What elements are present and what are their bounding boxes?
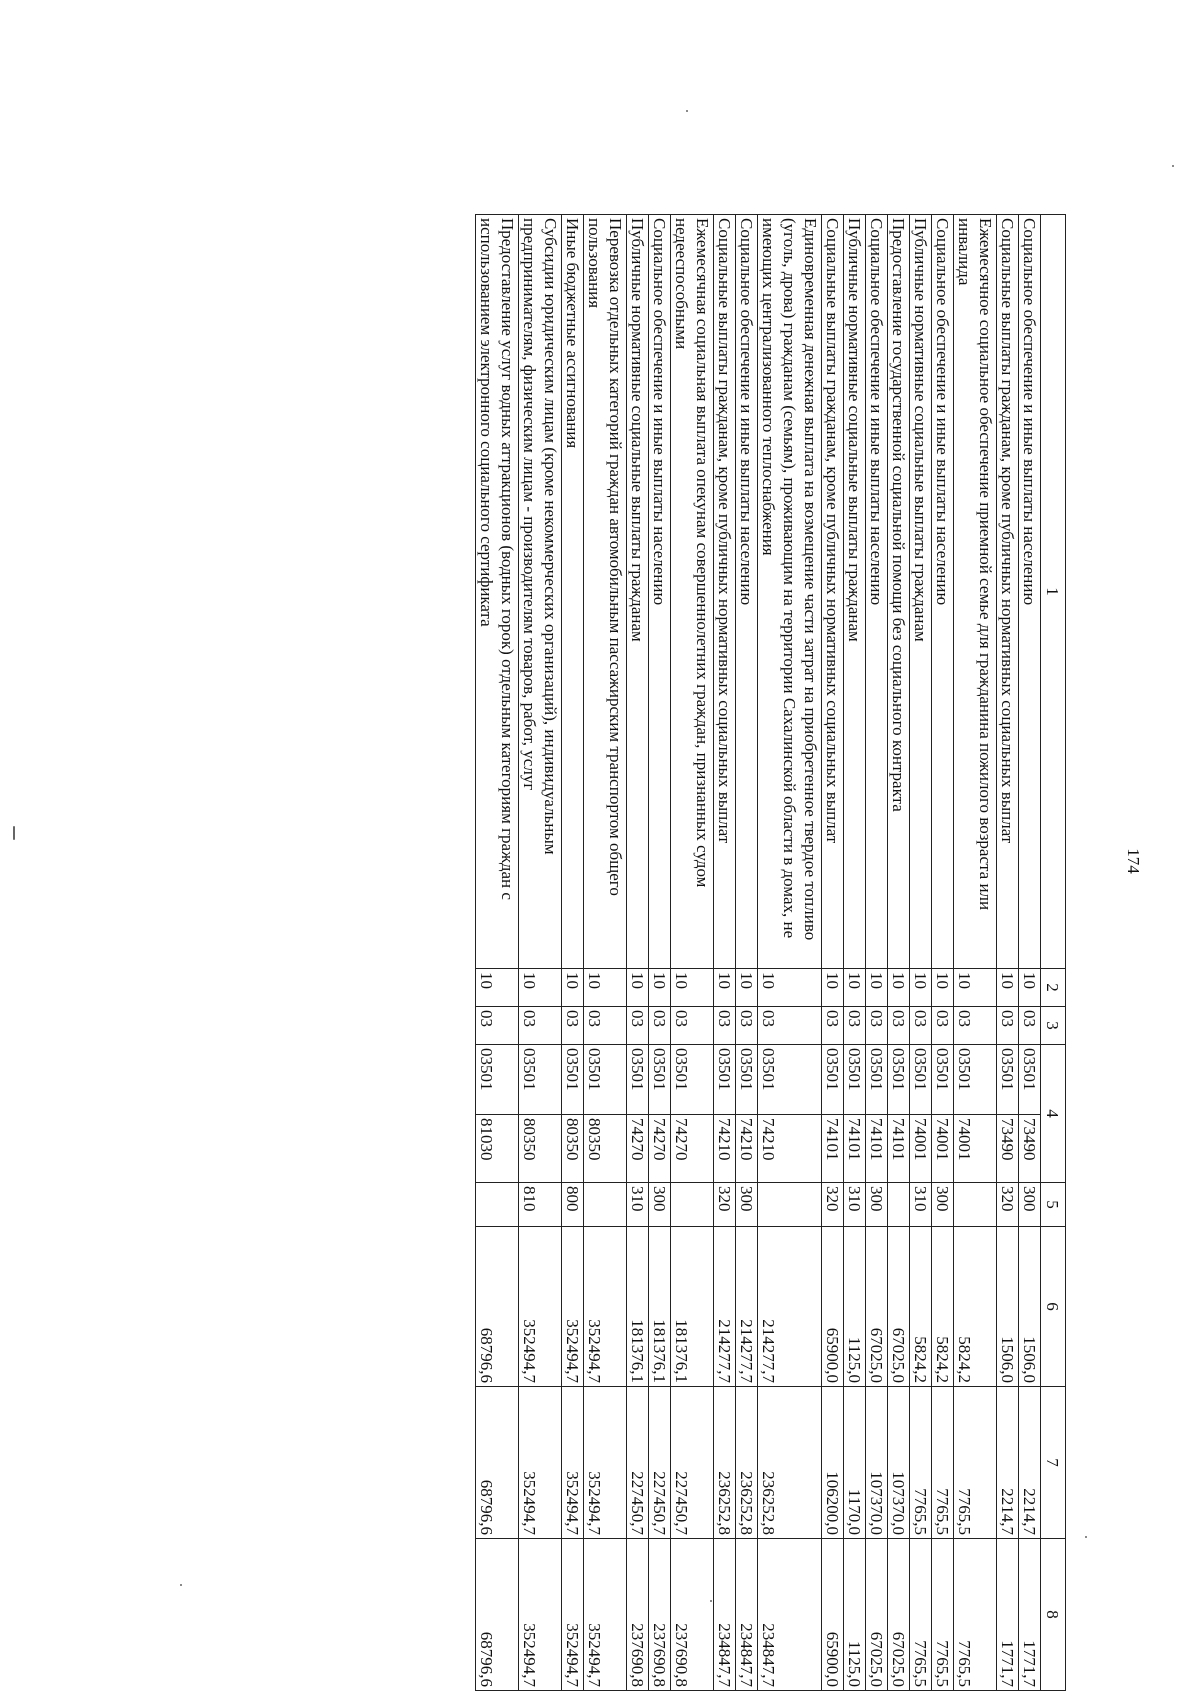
subsection-code: 03 <box>822 1007 844 1045</box>
expense-type-code <box>954 1183 997 1227</box>
subsection-code: 03 <box>649 1007 671 1045</box>
amount-col7: 227450,7 <box>627 1387 649 1539</box>
table-row <box>866 215 888 1691</box>
subsection-code: 03 <box>932 1007 954 1045</box>
direction-code: 74210 <box>736 1115 758 1183</box>
table-row <box>997 215 1019 1691</box>
amount-col8: 67025,0 <box>888 1539 910 1691</box>
amount-col8: 237690,8 <box>627 1539 649 1691</box>
subsection-code: 03 <box>1019 1007 1041 1045</box>
expense-type-code: 310 <box>910 1183 932 1227</box>
subsection-code: 03 <box>997 1007 1019 1045</box>
amount-col8: 234847,7 <box>736 1539 758 1691</box>
row-name: Социальное обеспечение и иные выплаты населению <box>736 215 758 969</box>
table-row <box>671 215 714 1691</box>
amount-col6: 352494,7 <box>519 1227 562 1387</box>
expense-type-code <box>888 1183 910 1227</box>
section-code: 10 <box>671 969 714 1007</box>
amount-col8: 234847,7 <box>714 1539 736 1691</box>
section-code: 10 <box>627 969 649 1007</box>
program-code: 03501 <box>627 1045 649 1115</box>
subsection-code: 03 <box>758 1007 822 1045</box>
amount-col8: 1771,7 <box>997 1539 1019 1691</box>
amount-col6: 181376,1 <box>627 1227 649 1387</box>
amount-col7: 352494,7 <box>562 1387 584 1539</box>
subsection-code: 03 <box>866 1007 888 1045</box>
expense-type-code: 300 <box>932 1183 954 1227</box>
amount-col8: 7765,5 <box>910 1539 932 1691</box>
expense-type-code: 300 <box>866 1183 888 1227</box>
direction-code: 73490 <box>1019 1115 1041 1183</box>
table-header-row <box>1041 215 1066 1691</box>
amount-col8: 352494,7 <box>584 1539 627 1691</box>
table-row <box>714 215 736 1691</box>
amount-col8: 67025,0 <box>866 1539 888 1691</box>
direction-code: 80350 <box>562 1115 584 1183</box>
amount-col6: 5824,2 <box>932 1227 954 1387</box>
table-row <box>736 215 758 1691</box>
amount-col6: 352494,7 <box>562 1227 584 1387</box>
section-code: 10 <box>822 969 844 1007</box>
direction-code: 74001 <box>910 1115 932 1183</box>
amount-col6: 352494,7 <box>584 1227 627 1387</box>
amount-col7: 68796,6 <box>476 1387 519 1539</box>
amount-col6: 214277,7 <box>758 1227 822 1387</box>
section-code: 10 <box>954 969 997 1007</box>
column-header: 4 <box>1041 1045 1066 1183</box>
table-row <box>519 215 562 1691</box>
section-code: 10 <box>649 969 671 1007</box>
amount-col6: 67025,0 <box>888 1227 910 1387</box>
table-row <box>758 215 822 1691</box>
table-row <box>910 215 932 1691</box>
expense-type-code: 300 <box>736 1183 758 1227</box>
direction-code: 80350 <box>519 1115 562 1183</box>
program-code: 03501 <box>584 1045 627 1115</box>
row-name: Ежемесячная социальная выплата опекунам совершеннолетних граждан, признанных судом недееспособными <box>671 215 714 969</box>
amount-col7: 236252,8 <box>736 1387 758 1539</box>
direction-code: 74001 <box>932 1115 954 1183</box>
section-code: 10 <box>910 969 932 1007</box>
program-code: 03501 <box>649 1045 671 1115</box>
program-code: 03501 <box>997 1045 1019 1115</box>
section-code: 10 <box>888 969 910 1007</box>
amount-col6: 214277,7 <box>714 1227 736 1387</box>
amount-col6: 68796,6 <box>476 1227 519 1387</box>
subsection-code: 03 <box>736 1007 758 1045</box>
table-row <box>888 215 910 1691</box>
program-code: 03501 <box>866 1045 888 1115</box>
direction-code: 81030 <box>476 1115 519 1183</box>
expense-type-code <box>671 1183 714 1227</box>
amount-col8: 7765,5 <box>954 1539 997 1691</box>
direction-code: 74001 <box>954 1115 997 1183</box>
program-code: 03501 <box>888 1045 910 1115</box>
program-code: 03501 <box>822 1045 844 1115</box>
row-name: Социальные выплаты гражданам, кроме публичных нормативных социальных выплат <box>822 215 844 969</box>
amount-col6: 5824,2 <box>954 1227 997 1387</box>
subsection-code: 03 <box>476 1007 519 1045</box>
subsection-code: 03 <box>519 1007 562 1045</box>
row-name: Предоставление услуг водных аттракционов (водных горок) отдельным категориям граждан с использованием электронного социального сертификата <box>476 215 519 969</box>
row-name: Предоставление государственной социальной помощи без социального контракта <box>888 215 910 969</box>
amount-col8: 352494,7 <box>562 1539 584 1691</box>
section-code: 10 <box>476 969 519 1007</box>
program-code: 03501 <box>1019 1045 1041 1115</box>
column-header: 1 <box>1041 215 1066 969</box>
subsection-code: 03 <box>888 1007 910 1045</box>
scan-speck <box>13 826 15 840</box>
subsection-code: 03 <box>562 1007 584 1045</box>
amount-col6: 5824,2 <box>910 1227 932 1387</box>
table-row <box>954 215 997 1691</box>
direction-code: 74210 <box>714 1115 736 1183</box>
table-row <box>649 215 671 1691</box>
amount-col8: 237690,8 <box>671 1539 714 1691</box>
program-code: 03501 <box>714 1045 736 1115</box>
amount-col7: 7765,5 <box>954 1387 997 1539</box>
scan-speck <box>686 110 688 112</box>
program-code: 03501 <box>844 1045 866 1115</box>
rotated-page-content <box>104 214 1066 1690</box>
table-row <box>584 215 627 1691</box>
section-code: 10 <box>866 969 888 1007</box>
section-code: 10 <box>758 969 822 1007</box>
expense-type-code <box>758 1183 822 1227</box>
amount-col6: 65900,0 <box>822 1227 844 1387</box>
program-code: 03501 <box>932 1045 954 1115</box>
amount-col6: 1125,0 <box>844 1227 866 1387</box>
direction-code: 74101 <box>844 1115 866 1183</box>
column-header: 2 <box>1041 969 1066 1007</box>
expense-type-code: 320 <box>822 1183 844 1227</box>
amount-col7: 106200,0 <box>822 1387 844 1539</box>
amount-col6: 1506,0 <box>1019 1227 1041 1387</box>
direction-code: 74101 <box>866 1115 888 1183</box>
amount-col8: 1771,7 <box>1019 1539 1041 1691</box>
amount-col8: 352494,7 <box>519 1539 562 1691</box>
direction-code: 74101 <box>888 1115 910 1183</box>
row-name: Иные бюджетные ассигнования <box>562 215 584 969</box>
amount-col7: 1170,0 <box>844 1387 866 1539</box>
expense-type-code: 320 <box>997 1183 1019 1227</box>
program-code: 03501 <box>562 1045 584 1115</box>
amount-col7: 2214,7 <box>1019 1387 1041 1539</box>
direction-code: 74270 <box>671 1115 714 1183</box>
amount-col8: 65900,0 <box>822 1539 844 1691</box>
expense-type-code: 310 <box>627 1183 649 1227</box>
amount-col8: 68796,6 <box>476 1539 519 1691</box>
budget-table <box>475 214 1066 1691</box>
table-row <box>1019 215 1041 1691</box>
row-name: Социальное обеспечение и иные выплаты населению <box>866 215 888 969</box>
program-code: 03501 <box>671 1045 714 1115</box>
direction-code: 80350 <box>584 1115 627 1183</box>
amount-col6: 214277,7 <box>736 1227 758 1387</box>
row-name: Субсидии юридическим лицам (кроме некоммерческих организаций), индивидуальным предпринимателям, физическим лицам - производителям товаров, работ, услуг <box>519 215 562 969</box>
scan-speck <box>1172 165 1174 167</box>
row-name: Единовременная денежная выплата на возмещение части затрат на приобретенное твердое топливо (уголь, дрова) гражданам (семьям), проживающим на территории Сахалинской области в домах, не имеющих централизованного теплоснабжения <box>758 215 822 969</box>
program-code: 03501 <box>519 1045 562 1115</box>
section-code: 10 <box>562 969 584 1007</box>
amount-col7: 227450,7 <box>649 1387 671 1539</box>
subsection-code: 03 <box>627 1007 649 1045</box>
amount-col8: 237690,8 <box>649 1539 671 1691</box>
amount-col8: 1125,0 <box>844 1539 866 1691</box>
table-row <box>932 215 954 1691</box>
row-name: Публичные нормативные социальные выплаты гражданам <box>844 215 866 969</box>
amount-col6: 181376,1 <box>649 1227 671 1387</box>
subsection-code: 03 <box>910 1007 932 1045</box>
expense-type-code: 800 <box>562 1183 584 1227</box>
column-header: 3 <box>1041 1007 1066 1045</box>
amount-col7: 227450,7 <box>671 1387 714 1539</box>
program-code: 03501 <box>910 1045 932 1115</box>
program-code: 03501 <box>476 1045 519 1115</box>
program-code: 03501 <box>758 1045 822 1115</box>
expense-type-code: 300 <box>649 1183 671 1227</box>
section-code: 10 <box>1019 969 1041 1007</box>
amount-col7: 2214,7 <box>997 1387 1019 1539</box>
amount-col7: 352494,7 <box>519 1387 562 1539</box>
table-row <box>476 215 519 1691</box>
row-name: Социальные выплаты гражданам, кроме публичных нормативных социальных выплат <box>997 215 1019 969</box>
row-name: Ежемесячное социальное обеспечение приемной семье для гражданина пожилого возраста или инвалида <box>954 215 997 969</box>
program-code: 03501 <box>736 1045 758 1115</box>
amount-col7: 7765,5 <box>932 1387 954 1539</box>
subsection-code: 03 <box>584 1007 627 1045</box>
program-code: 03501 <box>954 1045 997 1115</box>
column-header: 8 <box>1041 1539 1066 1691</box>
section-code: 10 <box>714 969 736 1007</box>
amount-col7: 7765,5 <box>910 1387 932 1539</box>
expense-type-code: 810 <box>519 1183 562 1227</box>
expense-type-code: 310 <box>844 1183 866 1227</box>
amount-col7: 236252,8 <box>714 1387 736 1539</box>
amount-col7: 236252,8 <box>758 1387 822 1539</box>
section-code: 10 <box>519 969 562 1007</box>
amount-col6: 67025,0 <box>866 1227 888 1387</box>
direction-code: 74101 <box>822 1115 844 1183</box>
amount-col7: 352494,7 <box>584 1387 627 1539</box>
table-row <box>844 215 866 1691</box>
amount-col7: 107370,0 <box>866 1387 888 1539</box>
row-name: Социальное обеспечение и иные выплаты населению <box>649 215 671 969</box>
subsection-code: 03 <box>671 1007 714 1045</box>
subsection-code: 03 <box>844 1007 866 1045</box>
direction-code: 74210 <box>758 1115 822 1183</box>
direction-code: 74270 <box>649 1115 671 1183</box>
page-number: 174 <box>1124 848 1143 874</box>
section-code: 10 <box>932 969 954 1007</box>
expense-type-code: 300 <box>1019 1183 1041 1227</box>
section-code: 10 <box>844 969 866 1007</box>
subsection-code: 03 <box>714 1007 736 1045</box>
section-code: 10 <box>736 969 758 1007</box>
direction-code: 73490 <box>997 1115 1019 1183</box>
row-name: Социальное обеспечение и иные выплаты населению <box>1019 215 1041 969</box>
table-row <box>562 215 584 1691</box>
row-name: Публичные нормативные социальные выплаты гражданам <box>627 215 649 969</box>
column-header: 7 <box>1041 1387 1066 1539</box>
expense-type-code <box>584 1183 627 1227</box>
column-header: 5 <box>1041 1183 1066 1227</box>
section-code: 10 <box>584 969 627 1007</box>
column-header: 6 <box>1041 1227 1066 1387</box>
amount-col6: 181376,1 <box>671 1227 714 1387</box>
expense-type-code <box>476 1183 519 1227</box>
direction-code: 74270 <box>627 1115 649 1183</box>
subsection-code: 03 <box>954 1007 997 1045</box>
row-name: Перевозка отдельных категорий граждан автомобильным пассажирским транспортом общего пользования <box>584 215 627 969</box>
table-row <box>627 215 649 1691</box>
expense-type-code: 320 <box>714 1183 736 1227</box>
amount-col8: 7765,5 <box>932 1539 954 1691</box>
amount-col7: 107370,0 <box>888 1387 910 1539</box>
section-code: 10 <box>997 969 1019 1007</box>
row-name: Публичные нормативные социальные выплаты гражданам <box>910 215 932 969</box>
scan-speck <box>1085 1536 1087 1538</box>
amount-col6: 1506,0 <box>997 1227 1019 1387</box>
row-name: Социальное обеспечение и иные выплаты населению <box>932 215 954 969</box>
amount-col8: 234847,7 <box>758 1539 822 1691</box>
table-row <box>822 215 844 1691</box>
row-name: Социальные выплаты гражданам, кроме публичных нормативных социальных выплат <box>714 215 736 969</box>
